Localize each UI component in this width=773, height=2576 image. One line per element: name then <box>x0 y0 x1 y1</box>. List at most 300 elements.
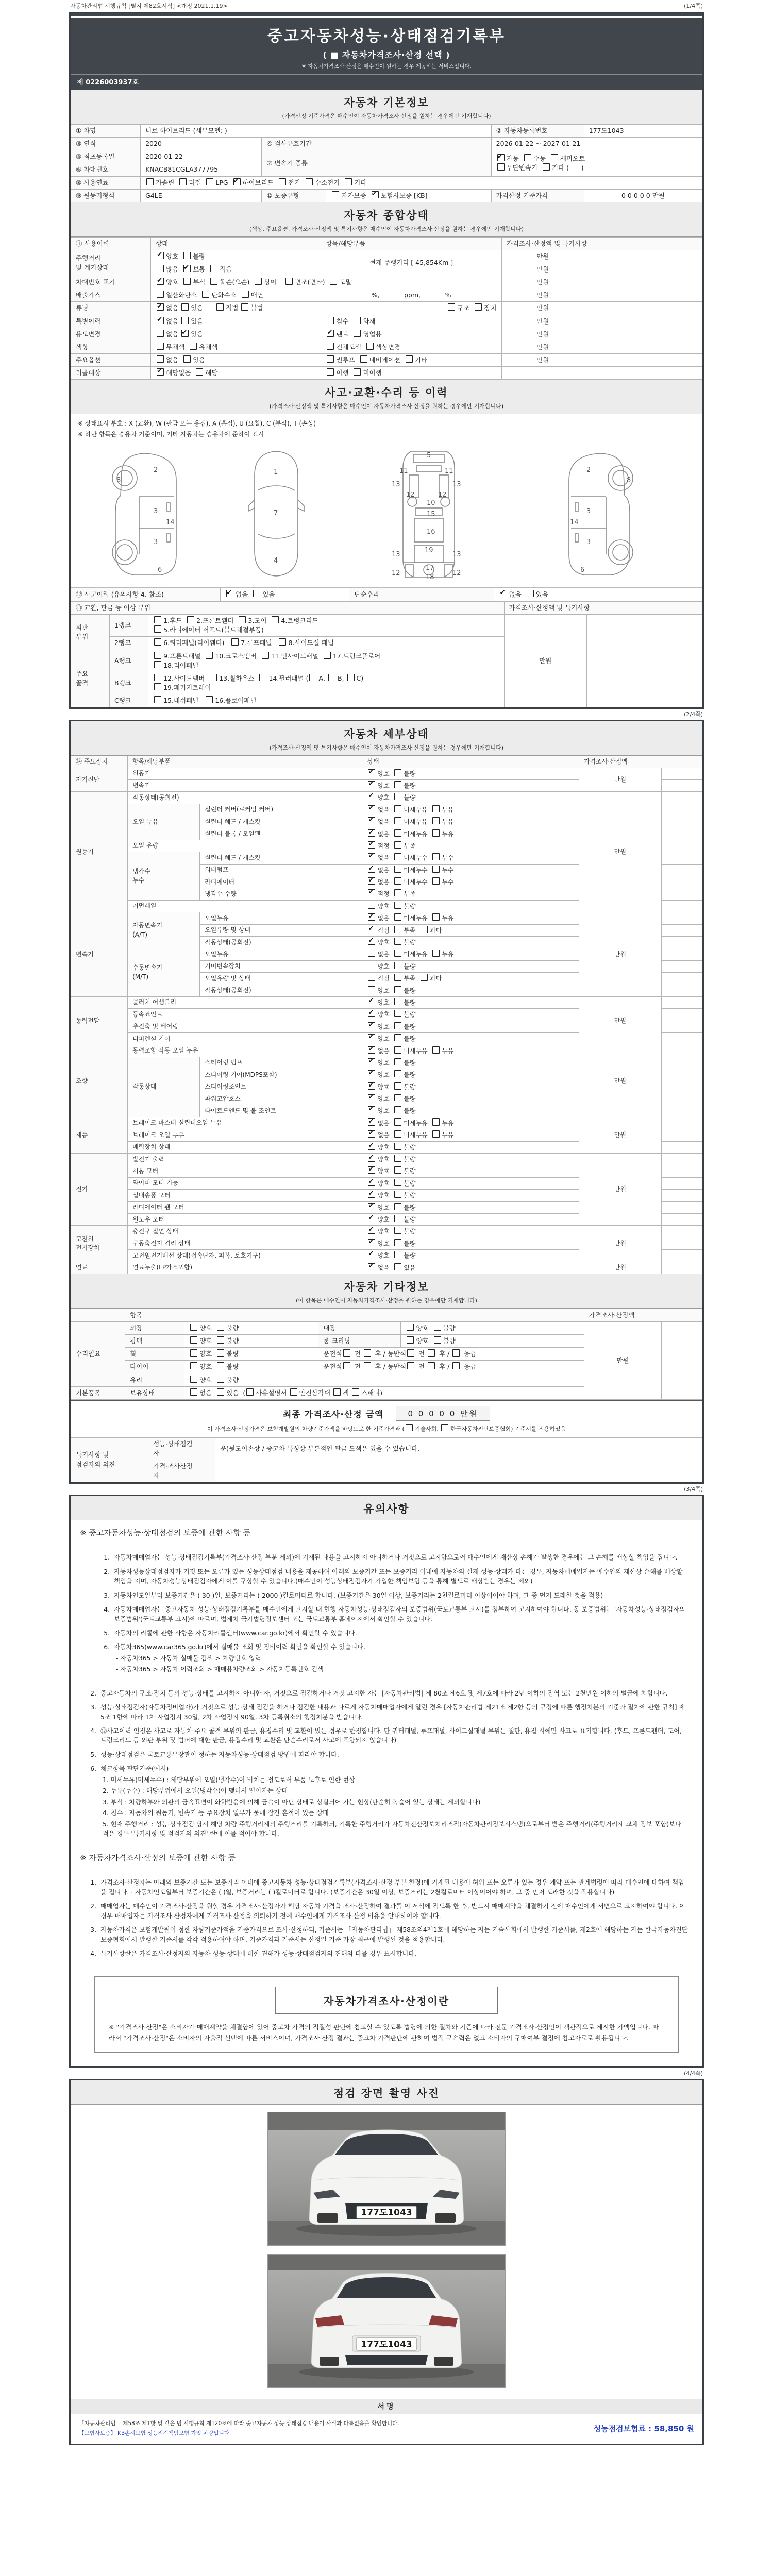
checkbox[interactable] <box>394 986 401 993</box>
checkbox[interactable] <box>368 974 375 981</box>
checkbox[interactable] <box>394 841 401 849</box>
checkbox[interactable] <box>368 950 375 957</box>
checkbox[interactable] <box>327 368 334 376</box>
table-row <box>71 1262 702 1274</box>
value-cell: 만원 <box>501 289 584 302</box>
checkbox[interactable] <box>154 625 161 633</box>
checkbox[interactable] <box>394 902 401 909</box>
checkbox[interactable] <box>428 1349 435 1357</box>
checkbox[interactable] <box>441 1424 448 1431</box>
checkbox-checked[interactable] <box>368 817 375 824</box>
checkbox[interactable] <box>187 616 194 623</box>
checkbox[interactable] <box>154 616 161 623</box>
state-value: ✔ 양호 불량 <box>362 1093 579 1105</box>
value-cell: 니로 하이브리드 (세부모델: ) <box>141 125 492 138</box>
checkbox[interactable] <box>290 1388 297 1396</box>
checkbox[interactable] <box>206 652 213 659</box>
checkbox-checked[interactable] <box>497 154 505 161</box>
checkbox-checked[interactable] <box>368 938 375 945</box>
checkbox[interactable] <box>432 1046 440 1054</box>
value-cell: 일산화탄소 탄화수소 매연 <box>151 289 321 302</box>
table-row <box>71 276 702 289</box>
checkbox[interactable] <box>432 1118 440 1126</box>
svg-text:3: 3 <box>154 507 158 515</box>
checkbox[interactable] <box>179 178 187 185</box>
checkbox[interactable] <box>259 674 266 681</box>
checkbox[interactable] <box>217 1349 224 1357</box>
checkbox-checked[interactable] <box>368 998 375 1005</box>
checkbox[interactable] <box>394 829 401 837</box>
checkbox-checked[interactable] <box>368 1010 375 1017</box>
checkbox[interactable] <box>279 178 286 185</box>
label-cell: 항목/해당부품 <box>128 756 362 768</box>
checkbox-checked[interactable] <box>368 1070 375 1077</box>
checkbox-checked[interactable] <box>368 889 375 896</box>
checkbox[interactable] <box>183 355 191 363</box>
checkbox[interactable] <box>394 1155 401 1162</box>
checkbox[interactable] <box>309 674 316 681</box>
checkbox-checked[interactable] <box>368 913 375 921</box>
notice-title: 유의사항 <box>363 1503 410 1516</box>
checkbox[interactable] <box>497 163 505 171</box>
checkbox-checked[interactable] <box>157 317 164 324</box>
notice-list-1 <box>84 1545 702 1681</box>
checkbox-checked[interactable] <box>368 1118 375 1126</box>
checkbox[interactable] <box>255 278 262 285</box>
checkbox[interactable] <box>272 616 279 623</box>
state-value: ✔ 적정 부족 <box>362 840 579 852</box>
checkbox[interactable] <box>333 1388 341 1396</box>
notice-item-text: 자동차365(www.car365.go.kr)에서 실매물 조회 및 정비이력 확인을 확인할 수 있습니다. - 자동차365 > 자동차 실매물 검색 > 차량번호 입력 - 자동차365 > 자동차 이력조회 > 매매용차량조회 > 자동차등록번호 검색 <box>114 1642 689 1674</box>
checkbox-checked[interactable] <box>368 1082 375 1090</box>
checkbox[interactable] <box>217 1376 224 1383</box>
detail-header <box>71 721 702 756</box>
checkbox[interactable] <box>394 781 401 788</box>
checkbox-checked[interactable] <box>327 330 334 337</box>
state-value: 양호 불량 <box>362 985 579 996</box>
item-label: 작동상태(공회전) <box>128 792 362 804</box>
label-cell: ⑦ 변속기 종류 <box>262 150 491 176</box>
checkbox[interactable] <box>154 652 161 659</box>
checkbox[interactable] <box>394 1179 401 1186</box>
checkbox[interactable] <box>432 817 440 824</box>
group-label: 전기 <box>71 1154 128 1226</box>
label-cell: ⑩ 보증유형 <box>262 189 326 202</box>
state-value: ✔ 양호 불량 <box>362 1069 579 1081</box>
checkbox[interactable] <box>421 974 428 981</box>
svg-text:7: 7 <box>274 509 278 517</box>
checkbox[interactable] <box>394 866 401 873</box>
svg-text:19: 19 <box>425 546 433 554</box>
notice-section2-heading: ※ 자동차가격조사·산정의 보증에 관한 사항 등 <box>71 1845 702 1870</box>
checkbox[interactable] <box>394 1022 401 1029</box>
checkbox[interactable] <box>190 1376 197 1383</box>
remark-cell <box>661 864 702 876</box>
checkbox[interactable] <box>246 1388 254 1396</box>
checkbox[interactable] <box>407 1349 414 1357</box>
checkbox[interactable] <box>202 291 209 298</box>
photo-rear-view <box>267 2254 506 2388</box>
checkbox[interactable] <box>394 974 401 981</box>
checkbox[interactable] <box>217 1362 224 1369</box>
item-label: 실린더 헤드 / 개스킷 <box>200 816 362 828</box>
page-marker-2: (2/4쪽) <box>684 711 703 718</box>
checkbox[interactable] <box>366 343 374 350</box>
final-price-value: 0 0 0 0 0 만원 <box>396 1406 490 1421</box>
checkbox[interactable] <box>183 252 191 259</box>
state-value: ✔ 없음 미세누유 누유 <box>362 1117 579 1129</box>
checkbox[interactable] <box>354 330 361 337</box>
checkbox[interactable] <box>394 1010 401 1017</box>
checkbox[interactable] <box>394 1046 401 1054</box>
checkbox[interactable] <box>394 877 401 885</box>
checkbox[interactable] <box>394 793 401 800</box>
checkbox[interactable] <box>432 913 440 921</box>
price-cell: 만원 <box>579 768 661 792</box>
checkbox[interactable] <box>448 303 455 311</box>
checkbox[interactable] <box>407 1362 414 1369</box>
checkbox[interactable] <box>181 317 189 324</box>
checkbox[interactable] <box>345 178 352 185</box>
etc-title: 자동차 기타정보 <box>344 1280 429 1293</box>
checkbox[interactable] <box>432 805 440 812</box>
item-label: 동력조향 작동 오일 누유 <box>128 1045 362 1057</box>
checkbox[interactable] <box>217 1336 224 1344</box>
label-cell: 유리 <box>125 1374 184 1386</box>
value-cell: 0 0 0 0 0 만원 <box>584 189 702 202</box>
checkbox[interactable] <box>157 343 164 350</box>
photos-title: 점검 장면 촬영 사진 <box>333 2087 440 2099</box>
label-cell: ⑨ 원동기형식 <box>71 189 141 202</box>
checkbox[interactable] <box>394 1263 401 1270</box>
checkbox[interactable] <box>394 889 401 896</box>
checkbox[interactable] <box>190 1349 197 1357</box>
checkbox[interactable] <box>210 265 217 272</box>
checkbox[interactable] <box>432 950 440 957</box>
checkbox-checked[interactable] <box>368 926 375 933</box>
checkbox[interactable] <box>543 163 550 171</box>
checkbox[interactable] <box>394 998 401 1005</box>
checkbox[interactable] <box>190 1324 197 1331</box>
checkbox[interactable] <box>354 317 361 324</box>
checkbox-checked[interactable] <box>368 1227 375 1234</box>
checkbox[interactable] <box>428 1362 435 1369</box>
group-label: 변속기 <box>71 912 128 997</box>
checkbox[interactable] <box>434 1336 441 1344</box>
value-cell: 만원 <box>501 302 584 315</box>
notice-sub-item: 3. 부식 : 차량하부와 외판의 금속표면이 화학반응에 의해 금속이 아닌 상태로 상실되어 가는 현상(단순히 녹슬어 있는 상태는 제외합니다) <box>103 1798 481 1806</box>
checkbox-checked[interactable] <box>368 1034 375 1041</box>
notice-item-number: 2. <box>90 1689 96 1697</box>
checkbox[interactable] <box>210 674 217 681</box>
checkbox[interactable] <box>330 278 337 285</box>
checkbox[interactable] <box>394 1034 401 1041</box>
checkbox-checked[interactable] <box>368 1046 375 1054</box>
checkbox[interactable] <box>394 938 401 945</box>
value-cell: %, ppm, % <box>321 289 501 302</box>
checkbox-checked[interactable] <box>368 1215 375 1222</box>
checkbox[interactable] <box>394 1191 401 1198</box>
checkbox-checked[interactable] <box>368 1263 375 1270</box>
notice-item <box>84 1902 689 1921</box>
label-cell: ⑥ 차대번호 <box>71 163 141 176</box>
svg-text:6: 6 <box>580 566 585 574</box>
basic-info-header <box>71 90 702 124</box>
checkbox[interactable] <box>394 1130 401 1138</box>
remark-cell <box>661 973 702 985</box>
checkbox-checked[interactable] <box>183 265 191 272</box>
checkbox[interactable] <box>452 1362 460 1369</box>
checkbox[interactable] <box>432 866 440 873</box>
checkbox[interactable] <box>216 303 224 311</box>
checkbox-checked[interactable] <box>368 829 375 837</box>
item-label: 디퍼렌셜 기어 <box>128 1033 362 1045</box>
checkbox[interactable] <box>394 1070 401 1077</box>
checkbox[interactable] <box>394 950 401 957</box>
checkbox[interactable] <box>332 191 339 198</box>
label-cell: 배출가스 <box>71 289 151 302</box>
label-cell: 리콜대상 <box>71 367 151 380</box>
checkbox-checked[interactable] <box>368 1143 375 1150</box>
checkbox[interactable] <box>394 805 401 812</box>
checkbox[interactable] <box>394 1239 401 1246</box>
checkbox[interactable] <box>551 154 558 161</box>
checkbox[interactable] <box>206 696 213 703</box>
checkbox-checked[interactable] <box>233 178 241 185</box>
checkbox[interactable] <box>394 1082 401 1090</box>
checkbox[interactable] <box>154 683 161 690</box>
checkbox[interactable] <box>146 178 154 185</box>
checkbox-checked[interactable] <box>157 252 164 259</box>
checkbox[interactable] <box>183 278 191 285</box>
checkbox[interactable] <box>394 1118 401 1126</box>
checkbox[interactable] <box>394 1106 401 1113</box>
checkbox[interactable] <box>527 590 534 597</box>
checkbox[interactable] <box>352 1388 359 1396</box>
item-label: 오일 유량 <box>128 840 362 852</box>
checkbox[interactable] <box>432 1130 440 1138</box>
checkbox[interactable] <box>407 1324 414 1331</box>
table-row <box>71 289 702 302</box>
checkbox[interactable] <box>157 330 164 337</box>
checkbox[interactable] <box>210 278 217 285</box>
checkbox[interactable] <box>181 303 189 311</box>
checkbox[interactable] <box>452 1349 460 1357</box>
checkbox[interactable] <box>190 343 197 350</box>
value-cell <box>584 263 702 276</box>
label-cell: 2랭크 <box>110 637 148 650</box>
checkbox[interactable] <box>354 368 361 376</box>
value-cell: ✔ 없음 있음 <box>221 588 349 601</box>
checkbox-checked[interactable] <box>368 1094 375 1101</box>
checkbox[interactable] <box>394 1094 401 1101</box>
checkbox[interactable] <box>394 1058 401 1065</box>
checkbox[interactable] <box>407 1336 414 1344</box>
signature-header: 서명 <box>71 2399 702 2414</box>
price-cell: 만원 <box>579 1226 661 1262</box>
checkbox[interactable] <box>406 355 413 363</box>
checkbox-checked[interactable] <box>157 278 164 285</box>
checkbox[interactable] <box>394 1215 401 1222</box>
checkbox-checked[interactable] <box>368 1251 375 1258</box>
value-cell: 2020 <box>141 138 262 150</box>
checkbox-checked[interactable] <box>368 1155 375 1162</box>
label-cell: 색상 <box>71 341 151 353</box>
checkbox[interactable] <box>394 1143 401 1150</box>
checkbox[interactable] <box>368 902 375 909</box>
checkbox[interactable] <box>285 278 293 285</box>
checkbox[interactable] <box>394 913 401 921</box>
checkbox[interactable] <box>394 1166 401 1174</box>
checkbox[interactable] <box>394 926 401 933</box>
item-label: 실린더 헤드 / 개스킷 <box>200 852 362 864</box>
checkbox[interactable] <box>241 303 248 311</box>
remark-cell <box>661 960 702 972</box>
checkbox[interactable] <box>394 1227 401 1234</box>
checkbox[interactable] <box>206 178 213 185</box>
checkbox[interactable] <box>364 1349 371 1357</box>
item-label: 브레이크 마스터 실린더오일 누유 <box>128 1117 362 1129</box>
svg-text:4: 4 <box>274 556 278 565</box>
checkbox[interactable] <box>157 291 164 298</box>
checkbox[interactable] <box>368 962 375 969</box>
checkbox[interactable] <box>364 1362 371 1369</box>
checkbox[interactable] <box>154 661 161 668</box>
checkbox-checked[interactable] <box>368 1191 375 1198</box>
checkbox[interactable] <box>406 1424 413 1431</box>
checkbox[interactable] <box>368 986 375 993</box>
checkbox-checked[interactable] <box>368 1239 375 1246</box>
checkbox[interactable] <box>279 638 286 646</box>
checkbox-checked[interactable] <box>368 1022 375 1029</box>
document-title-block <box>71 18 702 74</box>
checkbox[interactable] <box>394 1251 401 1258</box>
checkbox-checked[interactable] <box>368 805 375 812</box>
checkbox[interactable] <box>328 674 335 681</box>
checkbox[interactable] <box>231 638 239 646</box>
remark-cell <box>661 816 702 828</box>
checkbox-checked[interactable] <box>226 590 233 597</box>
checkbox[interactable] <box>434 1324 441 1331</box>
checkbox-checked[interactable] <box>368 1166 375 1174</box>
item-label: 등속죠인트 <box>128 1009 362 1021</box>
checkbox-checked[interactable] <box>368 853 375 860</box>
checkbox[interactable] <box>154 638 161 646</box>
checkbox-checked[interactable] <box>368 769 375 776</box>
checkbox[interactable] <box>190 1362 197 1369</box>
value-cell: 양호 불량 <box>184 1374 318 1386</box>
checkbox-checked[interactable] <box>368 841 375 849</box>
state-value: ✔ 양호 불량 <box>362 768 579 779</box>
checkbox[interactable] <box>262 652 269 659</box>
checkbox-checked[interactable] <box>368 1179 375 1186</box>
checkbox[interactable] <box>196 368 203 376</box>
checkbox-checked[interactable] <box>157 303 164 311</box>
value-cell <box>584 328 702 341</box>
item-label: 워터펌프 <box>200 864 362 876</box>
svg-text:8: 8 <box>116 476 121 484</box>
checkbox[interactable] <box>242 291 249 298</box>
checkbox-checked[interactable] <box>157 368 164 376</box>
checkbox-checked[interactable] <box>368 781 375 788</box>
checkbox-checked[interactable] <box>368 866 375 873</box>
remark-cell <box>661 792 702 804</box>
checkbox[interactable] <box>475 303 482 311</box>
checkbox[interactable] <box>190 1336 197 1344</box>
checkbox[interactable] <box>306 178 313 185</box>
checkbox[interactable] <box>394 853 401 860</box>
checkbox[interactable] <box>360 355 367 363</box>
checkbox-checked[interactable] <box>181 330 189 337</box>
checkbox[interactable] <box>327 343 334 350</box>
checkbox[interactable] <box>394 769 401 776</box>
item-label: 고전원전기배선 상태(접속단자, 피복, 보호기구) <box>128 1250 362 1262</box>
subgroup-label: 오일 누유 <box>128 804 200 840</box>
checkbox[interactable] <box>190 1388 197 1396</box>
checkbox[interactable] <box>343 1349 350 1357</box>
checkbox[interactable] <box>154 674 161 681</box>
svg-text:3: 3 <box>586 507 591 515</box>
table-row <box>71 792 702 804</box>
checkbox[interactable] <box>343 1362 350 1369</box>
checkbox-checked[interactable] <box>372 191 379 198</box>
notice-item-number: 2. <box>90 1903 96 1910</box>
table-row <box>71 1154 702 1165</box>
checkbox[interactable] <box>524 154 531 161</box>
checkbox[interactable] <box>432 829 440 837</box>
item-label: 구동축전지 격리 상태 <box>128 1238 362 1249</box>
state-value: ✔ 없음 미세누유 누유 <box>362 816 579 828</box>
vehicle-diagram <box>71 444 702 588</box>
notice-item <box>84 1764 689 1838</box>
checkbox[interactable] <box>217 1324 224 1331</box>
checkbox-checked[interactable] <box>368 793 375 800</box>
checkbox[interactable] <box>327 317 334 324</box>
value-cell: 없음 있음 <box>151 353 321 366</box>
remark-cell <box>661 1069 702 1081</box>
notice-item <box>97 1642 689 1674</box>
checkbox[interactable] <box>394 1203 401 1210</box>
checkbox[interactable] <box>253 590 260 597</box>
checkbox[interactable] <box>394 962 401 969</box>
checkbox[interactable] <box>432 877 440 885</box>
checkbox[interactable] <box>239 616 246 623</box>
signature-statements <box>79 2419 399 2438</box>
checkbox[interactable] <box>421 926 428 933</box>
value-cell: 무채색 유채색 <box>151 341 321 353</box>
checkbox[interactable] <box>347 674 355 681</box>
checkbox-checked[interactable] <box>368 1058 375 1065</box>
checkbox[interactable] <box>432 853 440 860</box>
checkbox[interactable] <box>394 817 401 824</box>
state-value: ✔ 없음 미세누유 누유 <box>362 1045 579 1057</box>
remark-cell <box>661 912 702 924</box>
checkbox[interactable] <box>157 265 164 272</box>
checkbox[interactable] <box>327 355 334 363</box>
checkbox-checked[interactable] <box>368 1203 375 1210</box>
checkbox-checked[interactable] <box>368 1130 375 1138</box>
checkbox-checked[interactable] <box>500 590 507 597</box>
notice-item-number: 4. <box>90 1950 96 1958</box>
checkbox[interactable] <box>154 696 161 703</box>
table-row <box>71 315 702 328</box>
checkbox[interactable] <box>217 1388 224 1396</box>
checkbox[interactable] <box>157 355 164 363</box>
inspection-photos <box>71 2105 702 2399</box>
checkbox-checked[interactable] <box>368 877 375 885</box>
checkbox-checked[interactable] <box>368 1106 375 1113</box>
checkbox[interactable] <box>324 652 331 659</box>
